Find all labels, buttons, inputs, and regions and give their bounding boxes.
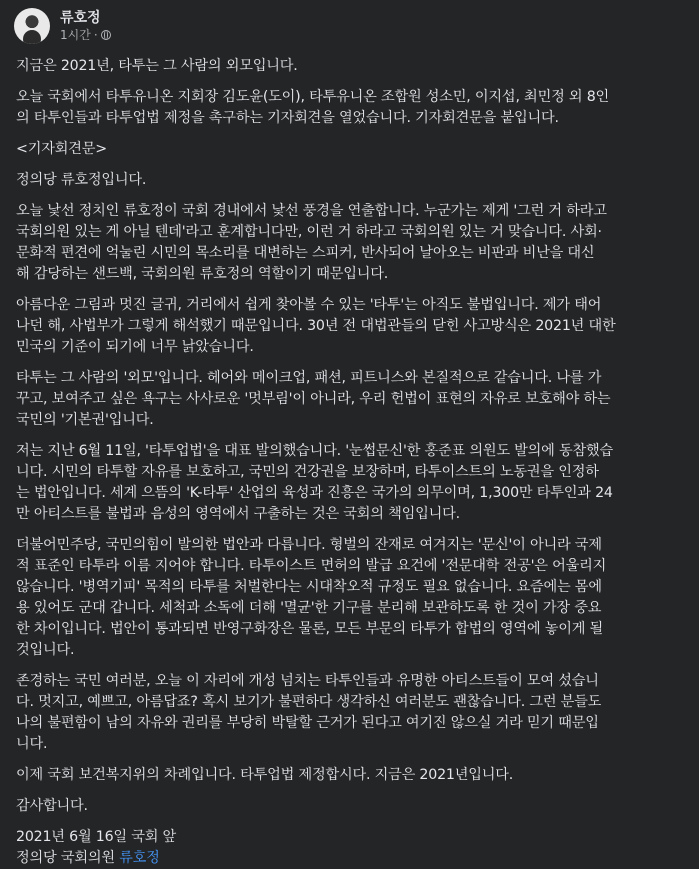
- paragraph: 존경하는 국민 여러분, 오늘 이 자리에 개성 넘치는 타투인들과 유명한 아티스트들이 모여 섰습니 다. 멋지고, 예쁘고, 아름답죠? 혹시 보기가 불편하다 생각하신 여러분도 괜찮습니다. 그런 분들도 나의 불편함이 남의 자유와 권리를 부당히 박탈할 근거가 된다고 여기진 않으실 거라 믿기 때문입 니다.: [16, 673, 602, 752]
- paragraph: <기자회견문>: [16, 141, 107, 157]
- meta-separator: ·: [93, 28, 98, 42]
- paragraph: 이제 국회 보건복지위의 차례입니다. 타투업법 제정합시다. 지금은 2021년입니다.: [16, 767, 514, 783]
- paragraph: 저는 지난 6월 11일, '타투업법'을 대표 발의했습니다. '눈썹문신'한 홍준표 의원도 발의에 동참했습 니다. 시민의 타투할 자유를 보호하고, 국민의 건강권을 보장하며, 타투이스트의 노동권을 인정하 는 법안입니다. 세계 으뜸의 'K-타투' 산업의 육성과 진흥은 국가의 의무이며, 1,300만 타투인과 24 만 아티스트를 불법과 음성의 영역에서 구출하는 것은 국회의 책임입니다.: [16, 443, 614, 522]
- signature-link[interactable]: 류호정: [119, 850, 160, 866]
- globe-icon[interactable]: [101, 30, 111, 40]
- post-meta: [60, 27, 111, 43]
- paragraph: 더불어민주당, 국민의힘이 발의한 법안과 다릅니다. 형벌의 잔재로 여겨지는 '문신'이 아니라 국제 적 표준인 타투라 이름 지어야 합니다. 타투이스트 면허의 발급 요건에 '전문대학 전공'은 어울리지 않습니다. '병역기피' 목적의 타투를 처벌한다는 시대착오적 규정도 필요 없습니다. 요즘에는 몸에 용 있어도 군대 갑니다. 세척과 소독에 더해 '멸균'한 기구를 분리해 보관하도록 한 것이 가장 중요 한 차이입니다. 법안이 통과되면 반영구화장은 물론, 모든 부문의 타투가 합법의 영역에 놓이게 될 것입니다.: [16, 537, 607, 658]
- paragraph: 정의당 류호정입니다.: [16, 172, 147, 188]
- paragraph: 오늘 낯선 정치인 류호정이 국회 경내에서 낯선 풍경을 연출합니다. 누군가는 제게 '그런 거 하라고 국회의원 있는 게 아닐 텐데'라고 훈계합니다만, 이런 거 하라고 국회의원 있는 거 맞습니다. 사회· 문화적 편견에 억눌린 시민의 목소리를 대변하는 스피커, 반사되어 날아오는 비판과 비난을 대신 해 감당하는 샌드백, 국회의원 류호정의 역할이기 때문입니다.: [16, 203, 607, 282]
- post-header: [14, 8, 111, 44]
- paragraph: 오늘 국회에서 타투유니온 지회장 김도윤(도이), 타투유니온 조합원 성소민, 이지섭, 최민정 외 8인 의 타투인들과 타투업법 제정을 촉구하는 기자회견을 열었습니다. 기자회견문을 붙입니다.: [16, 89, 610, 126]
- post-body: [16, 56, 688, 869]
- signature-line: [16, 848, 688, 869]
- paragraph: 아름다운 그림과 멋진 글귀, 거리에서 쉽게 찾아볼 수 있는 '타투'는 아직도 불법입니다. 제가 태어 나던 해, 사법부가 그렇게 해석했기 때문입니다. 30년 전 대법관들의 닫힌 사고방식은 2021년 대한 민국의 기준이 되기에 너무 낡았습니다.: [16, 297, 616, 355]
- post-timestamp[interactable]: 1시간: [60, 28, 91, 42]
- date-line: 2021년 6월 16일 국회 앞: [16, 829, 177, 845]
- paragraph: 타투는 그 사람의 '외모'입니다. 헤어와 메이크업, 패션, 피트니스와 본질적으로 같습니다. 나를 가 꾸고, 보여주고 싶은 욕구는 사사로운 '멋부림'이 아니라, 우리 헌법이 표현의 자유로 보호해야 하는 국민의 '기본권'입니다.: [16, 370, 611, 428]
- author-info: [60, 9, 111, 43]
- avatar[interactable]: [14, 8, 50, 44]
- paragraph: 지금은 2021년, 타투는 그 사람의 외모입니다.: [16, 58, 298, 74]
- author-name[interactable]: 류호정: [60, 10, 101, 26]
- paragraph: 감사합니다.: [16, 798, 88, 814]
- affiliation-text: 정의당 국회의원: [16, 850, 120, 866]
